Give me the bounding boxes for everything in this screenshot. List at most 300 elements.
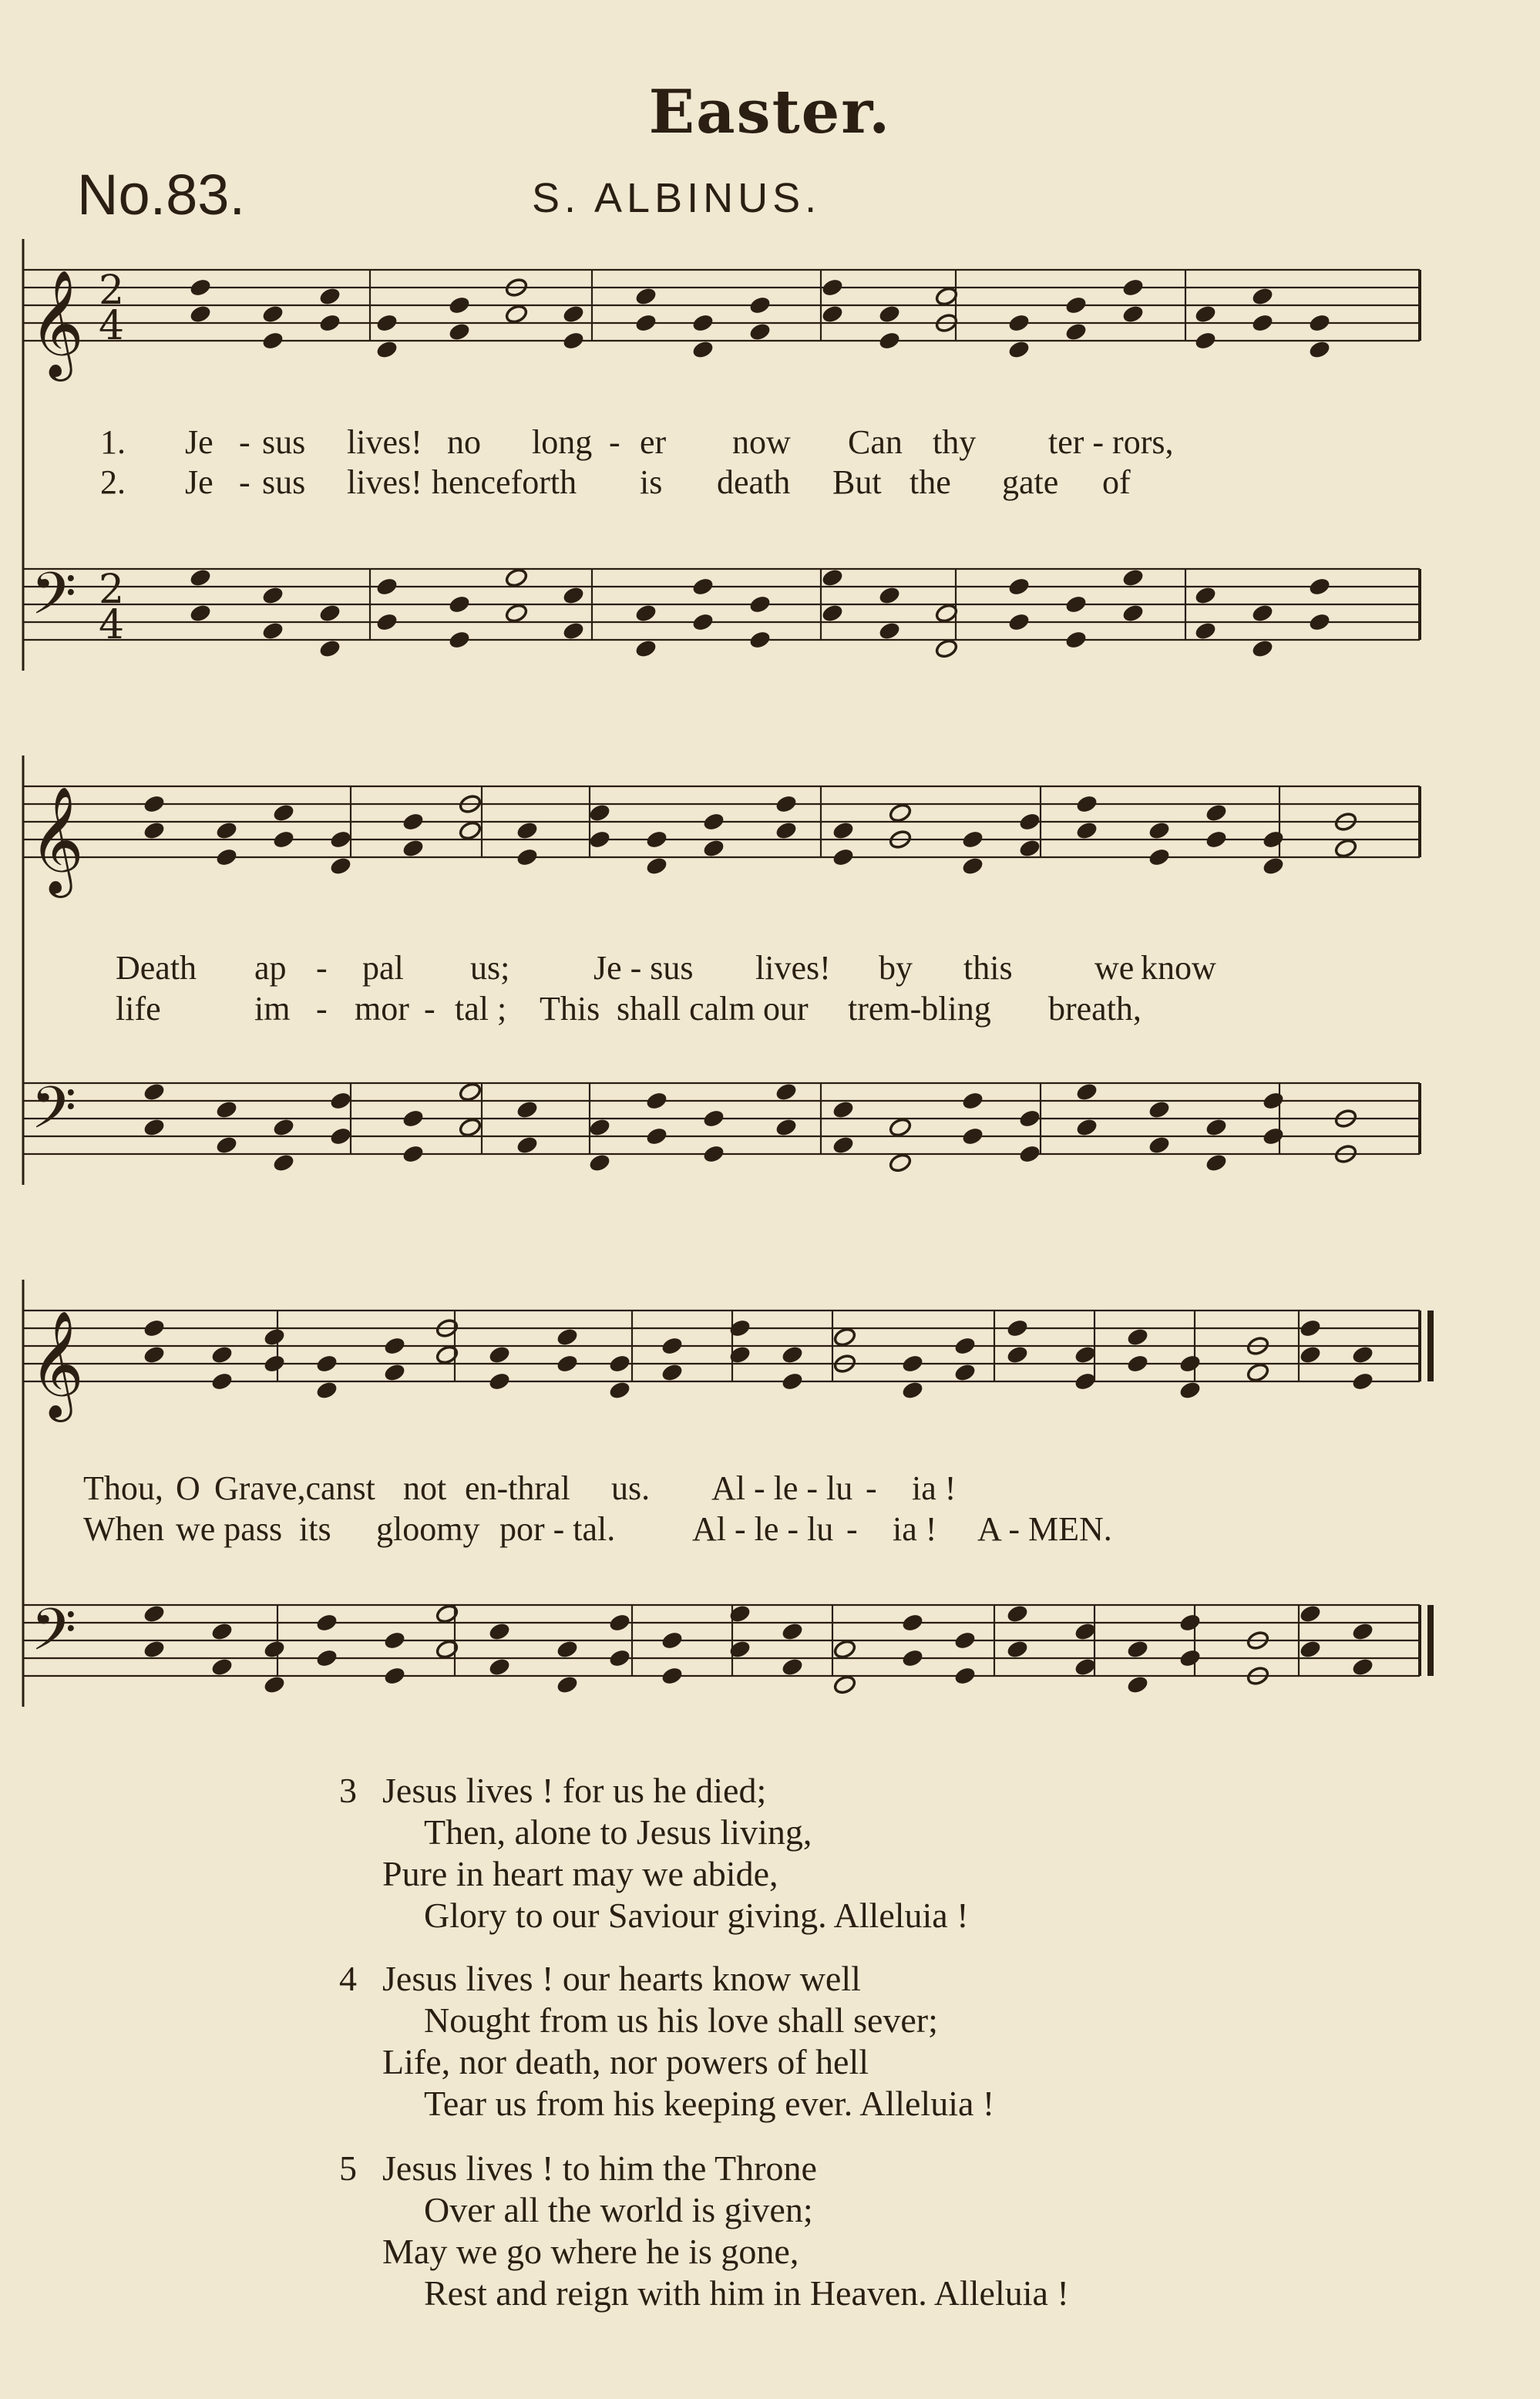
note-head <box>1125 1639 1149 1660</box>
note-head <box>328 856 352 876</box>
note-head <box>555 1674 579 1695</box>
note-head <box>748 321 772 342</box>
note-head <box>960 829 984 850</box>
note-head <box>691 312 715 333</box>
note-head <box>1074 1117 1098 1138</box>
time-signature: 4 <box>99 602 125 648</box>
syl: pal <box>362 949 404 987</box>
note-head <box>1250 312 1274 333</box>
syl: we <box>1094 949 1135 987</box>
note-head <box>261 585 284 606</box>
note-head <box>660 1335 684 1356</box>
note-head <box>1147 846 1171 867</box>
note-head <box>1350 1344 1374 1365</box>
note-head <box>780 1621 804 1642</box>
note-head <box>262 1353 286 1374</box>
stanza-4 <box>339 1958 994 2125</box>
note-head <box>644 1125 668 1146</box>
note-head <box>1298 1639 1322 1660</box>
note-head <box>1005 1639 1029 1660</box>
bass-clef-icon: 𝄢 <box>31 1596 77 1678</box>
note-head <box>900 1612 924 1633</box>
note-head <box>660 1665 684 1686</box>
note-head <box>832 1674 856 1695</box>
note-head <box>515 1135 539 1156</box>
syl: Al - le - lu <box>711 1469 853 1507</box>
note-head <box>210 1371 234 1391</box>
syl: tal ; <box>455 990 507 1028</box>
stanza-number: 3 <box>339 1771 357 1810</box>
syl: shall calm <box>617 990 755 1028</box>
bass-clef-icon: 𝄢 <box>31 1074 77 1156</box>
note-head <box>1250 638 1274 659</box>
note-head <box>774 793 798 814</box>
syl: breath, <box>1048 990 1142 1028</box>
note-head <box>831 820 855 841</box>
bass-clef-icon: 𝄢 <box>31 560 77 642</box>
note-head <box>877 304 901 325</box>
note-head <box>1178 1612 1202 1633</box>
note-head <box>587 1152 611 1173</box>
note-head <box>634 286 657 307</box>
syl: 1. <box>100 423 126 461</box>
note-head <box>660 1362 684 1383</box>
note-head <box>1125 1674 1149 1695</box>
note-head <box>262 1327 286 1348</box>
note-head <box>458 1117 482 1138</box>
note-head <box>314 1353 338 1374</box>
note-head <box>261 304 284 325</box>
note-head <box>701 811 725 832</box>
stanza-line: Tear us from his keeping ever. Alleluia ! <box>424 2084 995 2123</box>
note-head <box>458 820 482 841</box>
note-head <box>214 1099 238 1120</box>
stanza-line: Pure in heart may we abide, <box>382 1854 778 1893</box>
note-head <box>504 304 528 325</box>
note-head <box>447 321 471 342</box>
note-head <box>555 1639 579 1660</box>
note-head <box>1307 339 1331 360</box>
stanza-line <box>339 1958 994 2000</box>
note-head <box>1298 1344 1322 1365</box>
note-head <box>1121 603 1145 624</box>
stanza-line <box>339 2148 1069 2189</box>
syl: im <box>254 990 291 1028</box>
note-head <box>1193 304 1217 325</box>
note-head <box>1261 856 1285 876</box>
note-head <box>271 1117 295 1138</box>
note-head <box>831 846 855 867</box>
note-head <box>1121 304 1145 325</box>
note-head <box>271 802 295 823</box>
time-signature: 2 <box>99 567 125 613</box>
note-head <box>820 304 844 325</box>
note-head <box>701 838 725 859</box>
note-head <box>1204 1152 1228 1173</box>
syl: lives! <box>347 423 422 461</box>
note-head <box>1193 330 1217 351</box>
stanza-line: Over all the world is given; <box>424 2190 813 2229</box>
note-head <box>515 1099 539 1120</box>
syl: - <box>316 949 328 987</box>
note-head <box>691 576 715 597</box>
note-head <box>262 1674 286 1695</box>
note-head <box>1064 321 1088 342</box>
note-head <box>877 585 901 606</box>
note-head <box>900 1647 924 1668</box>
note-head <box>1250 286 1274 307</box>
note-head <box>587 1117 611 1138</box>
note-head <box>214 846 238 867</box>
system-3-verse-1 <box>83 1469 956 1508</box>
syl: long <box>532 423 593 461</box>
stanza-5 <box>339 2148 1069 2314</box>
note-head <box>188 304 212 325</box>
note-head <box>701 1108 725 1129</box>
note-head <box>1147 1135 1171 1156</box>
note-head <box>1193 621 1217 641</box>
note-head <box>1007 576 1031 597</box>
note-head <box>561 585 585 606</box>
syl: er <box>640 423 667 461</box>
syl: its <box>299 1510 331 1548</box>
note-head <box>1246 1362 1269 1383</box>
note-head <box>142 1117 166 1138</box>
note-head <box>960 1090 984 1111</box>
syl: Al - le - lu <box>692 1510 834 1548</box>
note-head <box>1125 1327 1149 1348</box>
note-head <box>660 1630 684 1650</box>
note-head <box>210 1344 234 1365</box>
syl: A - MEN. <box>977 1510 1112 1548</box>
note-head <box>1350 1371 1374 1391</box>
note-head <box>780 1657 804 1677</box>
note-head <box>644 856 668 876</box>
note-head <box>607 1353 631 1374</box>
note-head <box>142 1344 166 1365</box>
syl: this <box>963 949 1013 987</box>
syl: But <box>832 463 882 501</box>
stanza-3 <box>339 1770 969 1936</box>
note-head <box>1064 629 1088 650</box>
note-head <box>1178 1647 1202 1668</box>
syl: us; <box>470 949 510 987</box>
syl: Death <box>116 949 197 987</box>
stanza-line: Glory to our Saviour giving. Alleluia ! <box>424 1896 969 1935</box>
note-head <box>1298 1317 1322 1338</box>
syl: Can <box>848 423 903 461</box>
note-head <box>210 1657 234 1677</box>
syl: life <box>116 990 161 1028</box>
note-head <box>314 1647 338 1668</box>
note-head <box>318 312 341 333</box>
note-head <box>261 330 284 351</box>
note-head <box>1125 1353 1149 1374</box>
syl: Je - sus <box>593 949 694 987</box>
note-head <box>832 1327 856 1348</box>
system-2-verse-1 <box>116 948 1216 988</box>
note-head <box>888 1117 912 1138</box>
note-head <box>634 603 657 624</box>
note-head <box>774 820 798 841</box>
stanza-number: 5 <box>339 2148 357 2188</box>
note-head <box>188 567 212 588</box>
note-head <box>1017 1108 1041 1129</box>
note-head <box>375 576 398 597</box>
note-head <box>1074 793 1098 814</box>
stanza-number: 4 <box>339 1959 357 1998</box>
syl: know <box>1141 949 1216 987</box>
syl: ia ! <box>893 1510 937 1548</box>
note-head <box>271 829 295 850</box>
note-head <box>1121 567 1145 588</box>
syl: no <box>447 423 481 461</box>
note-head <box>900 1380 924 1401</box>
syl: 2. <box>100 463 126 501</box>
note-head <box>1064 294 1088 315</box>
syl: Je <box>185 463 214 501</box>
syl: henceforth <box>432 463 577 501</box>
syl: gate <box>1002 463 1059 501</box>
note-head <box>1307 576 1331 597</box>
note-head <box>555 1353 579 1374</box>
stanza-text: Jesus lives ! for us he died; <box>382 1771 767 1810</box>
note-head <box>831 1099 855 1120</box>
note-head <box>142 793 166 814</box>
note-head <box>888 1152 912 1173</box>
time-signature: 2 <box>99 267 125 314</box>
note-head <box>1261 1090 1285 1111</box>
note-head <box>314 1380 338 1401</box>
note-head <box>953 1362 977 1383</box>
note-head <box>832 1639 856 1660</box>
syl: is <box>640 463 663 501</box>
note-head <box>644 1090 668 1111</box>
note-head <box>774 1117 798 1138</box>
note-head <box>447 294 471 315</box>
stanza-text: Jesus lives ! our hearts know well <box>382 1959 861 1998</box>
syl: now <box>732 423 791 461</box>
note-head <box>587 829 611 850</box>
note-head <box>382 1665 406 1686</box>
note-head <box>748 594 772 614</box>
syl: - <box>424 990 435 1028</box>
syl: - <box>609 423 620 461</box>
note-head <box>587 802 611 823</box>
note-head <box>1064 594 1088 614</box>
note-head <box>142 1082 166 1102</box>
note-head <box>214 1135 238 1156</box>
syl: O <box>176 1469 200 1507</box>
treble-clef-icon: 𝄞 <box>29 786 84 893</box>
note-head <box>1204 802 1228 823</box>
note-head <box>607 1380 631 1401</box>
syl: Thou, <box>83 1469 163 1507</box>
stanza-line: Nought from us his love shall sever; <box>424 2000 938 2040</box>
note-head <box>1350 1657 1374 1677</box>
note-head <box>1017 1143 1041 1164</box>
note-head <box>1005 1317 1029 1338</box>
note-head <box>515 820 539 841</box>
note-head <box>401 838 425 859</box>
note-head <box>318 286 341 307</box>
syl: Grave,canst <box>214 1469 375 1507</box>
note-head <box>831 1135 855 1156</box>
note-head <box>447 629 471 650</box>
note-head <box>691 611 715 632</box>
note-head <box>515 846 539 867</box>
note-head <box>214 820 238 841</box>
tune-name: S. ALBINUS. <box>532 175 822 221</box>
stanza-line: Life, nor death, nor powers of hell <box>382 2042 869 2081</box>
note-head <box>1147 820 1171 841</box>
note-head <box>210 1621 234 1642</box>
note-head <box>401 1108 425 1129</box>
treble-clef-icon: 𝄞 <box>29 270 84 377</box>
note-head <box>691 339 715 360</box>
note-head <box>1333 838 1357 859</box>
note-head <box>328 1090 352 1111</box>
syl: gloomy <box>376 1510 480 1548</box>
note-head <box>142 1317 166 1338</box>
note-head <box>607 1612 631 1633</box>
note-head <box>1007 611 1031 632</box>
note-head <box>1307 312 1331 333</box>
system-1-verse-2 <box>100 463 1131 502</box>
note-head <box>271 1152 295 1173</box>
syl: lives! <box>347 463 422 501</box>
note-head <box>748 629 772 650</box>
note-head <box>487 1657 511 1677</box>
syl: en-thral <box>465 1469 570 1507</box>
note-head <box>458 1082 482 1102</box>
syl: mor <box>355 990 409 1028</box>
note-head <box>780 1344 804 1365</box>
note-head <box>375 339 398 360</box>
syl: us. <box>611 1469 651 1507</box>
note-head <box>877 330 901 351</box>
note-head <box>555 1327 579 1348</box>
syl: not <box>403 1469 447 1507</box>
note-head <box>328 829 352 850</box>
note-head <box>953 1335 977 1356</box>
note-head <box>504 567 528 588</box>
syl: - <box>316 990 328 1028</box>
note-head <box>1017 838 1041 859</box>
note-head <box>1017 811 1041 832</box>
note-head <box>888 802 912 823</box>
syl: - <box>239 463 251 501</box>
time-signature: 4 <box>99 303 125 349</box>
treble-clef-icon: 𝄞 <box>29 1311 84 1418</box>
syl: we pass <box>176 1510 283 1548</box>
note-head <box>960 1125 984 1146</box>
note-head <box>877 621 901 641</box>
note-head <box>261 621 284 641</box>
note-head <box>487 1621 511 1642</box>
note-head <box>375 611 398 632</box>
system-3-verse-2 <box>83 1509 1112 1549</box>
note-head <box>1074 1082 1098 1102</box>
note-head <box>748 294 772 315</box>
system-1-verse-1 <box>100 422 1174 462</box>
note-head <box>142 820 166 841</box>
note-head <box>1178 1380 1202 1401</box>
note-head <box>934 638 958 659</box>
note-head <box>188 277 212 298</box>
note-head <box>561 330 585 351</box>
note-head <box>318 603 341 624</box>
syl: of <box>1102 463 1131 501</box>
note-head <box>262 1639 286 1660</box>
system-2-verse-2 <box>116 989 1142 1028</box>
syl: trem-bling <box>848 990 991 1028</box>
syl: por - tal. <box>499 1510 616 1548</box>
note-head <box>953 1665 977 1686</box>
stanza-line: Rest and reign with him in Heaven. Alleluia ! <box>424 2273 1069 2313</box>
hymn-number: No.83. <box>77 163 246 227</box>
note-head <box>644 829 668 850</box>
note-head <box>634 638 657 659</box>
note-head <box>188 603 212 624</box>
note-head <box>820 277 844 298</box>
note-head <box>1261 1125 1285 1146</box>
note-head <box>1007 339 1031 360</box>
note-head <box>900 1353 924 1374</box>
note-head <box>1261 829 1285 850</box>
stanza-line: May we go where he is gone, <box>382 2232 799 2271</box>
note-head <box>142 1639 166 1660</box>
note-head <box>561 621 585 641</box>
note-head <box>953 1630 977 1650</box>
note-head <box>634 312 657 333</box>
note-head <box>561 304 585 325</box>
syl: sus <box>262 423 306 461</box>
syl: the <box>910 463 951 501</box>
note-head <box>447 594 471 614</box>
syl: When <box>83 1510 165 1548</box>
note-head <box>1074 820 1098 841</box>
note-head <box>314 1612 338 1633</box>
note-head <box>1005 1603 1029 1624</box>
note-head <box>820 567 844 588</box>
note-head <box>960 856 984 876</box>
note-head <box>487 1371 511 1391</box>
note-head <box>1147 1099 1171 1120</box>
syl: by <box>879 949 913 987</box>
note-head <box>504 603 528 624</box>
stanza-line: Then, alone to Jesus living, <box>424 1812 812 1852</box>
note-head <box>1307 611 1331 632</box>
note-head <box>820 603 844 624</box>
syl: thy <box>933 423 977 461</box>
syl: Je <box>185 423 214 461</box>
note-head <box>1121 277 1145 298</box>
note-head <box>1350 1621 1374 1642</box>
syl: death <box>717 463 791 501</box>
note-head <box>1250 603 1274 624</box>
note-head <box>1204 829 1228 850</box>
note-head <box>701 1143 725 1164</box>
note-head <box>1005 1344 1029 1365</box>
note-head <box>1298 1603 1322 1624</box>
syl: ap <box>254 949 287 987</box>
note-head <box>318 638 341 659</box>
stanza-text: Jesus lives ! to him the Throne <box>382 2148 817 2188</box>
note-head <box>780 1371 804 1391</box>
syl: - <box>866 1469 877 1507</box>
stanza-line <box>339 1770 969 1812</box>
